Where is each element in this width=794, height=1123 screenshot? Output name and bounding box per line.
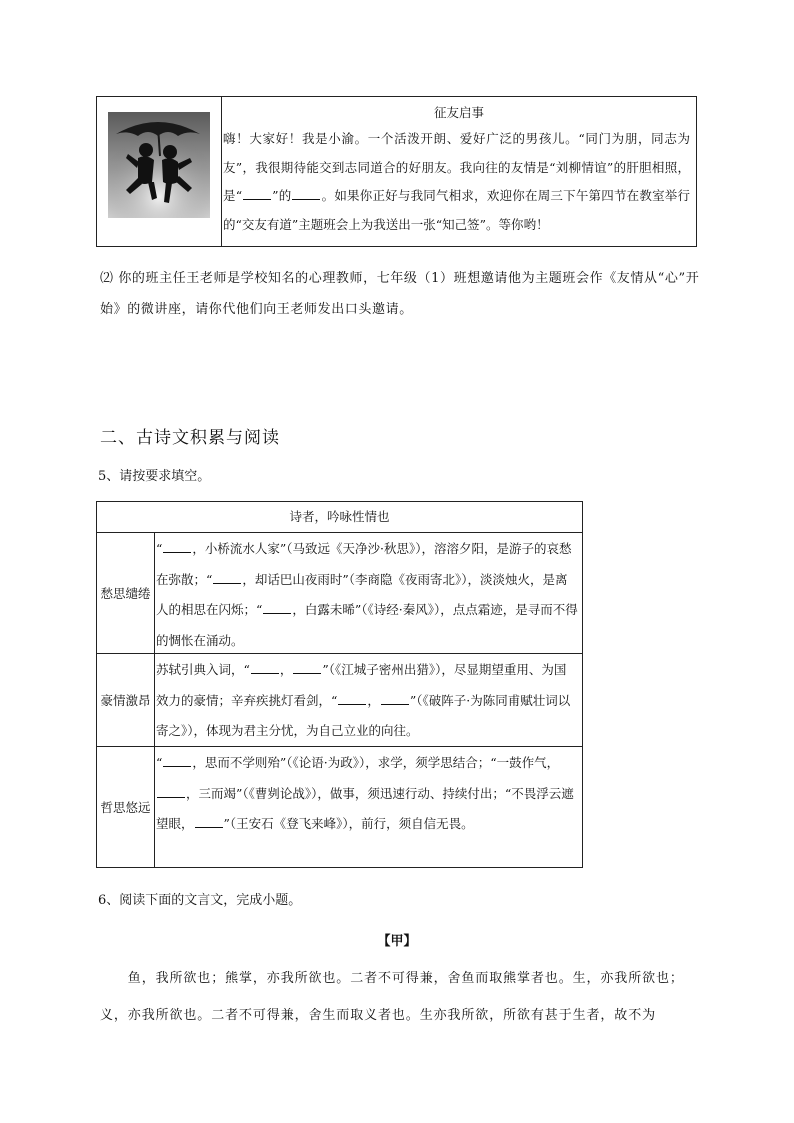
answer-blank[interactable] xyxy=(163,540,191,553)
answer-blank[interactable] xyxy=(263,601,291,614)
answer-blank[interactable] xyxy=(381,692,409,705)
question-6-label: 6、阅读下面的文言文，完成小题。 xyxy=(98,893,302,908)
classical-passage: 鱼，我所欲也；熊掌，亦我所欲也。二者不可得兼，舍鱼而取熊掌者也。生，亦我所欲也；义，亦我所欲也。二者不可得兼，舍生而取义者也。生亦我所欲，所欲有甚于生者，故不为 xyxy=(100,971,684,1023)
row-category: 哲思悠远 xyxy=(97,747,155,867)
notice-title: 征友启事 xyxy=(433,105,484,120)
photo-cell xyxy=(97,97,222,246)
poetry-table xyxy=(96,501,583,868)
poetry-row xyxy=(97,747,582,867)
answer-blank[interactable] xyxy=(243,187,271,200)
section-heading: 二、古诗文积累与阅读 xyxy=(100,428,280,448)
answer-blank[interactable] xyxy=(195,815,223,828)
poetry-table-header: 诗者，吟咏性情也 xyxy=(97,502,582,533)
answer-blank[interactable] xyxy=(293,661,321,674)
answer-blank[interactable] xyxy=(213,571,241,584)
answer-blank[interactable] xyxy=(251,661,279,674)
poetry-row xyxy=(97,654,582,747)
answer-blank[interactable] xyxy=(163,754,191,767)
answer-blank[interactable] xyxy=(292,187,320,200)
row-content: 苏轼引典入词，“ ， ”（《江城子密州出猎》），尽显期望重用、为国效力的豪情；辛弃疾挑灯看剑，“ ， ”（《破阵子·为陈同甫赋壮词以寄之》），体现为君主分忧，为自己立业的向往。 xyxy=(156,662,571,738)
row-content: “ ，思而不学则殆”（《论语·为政》），求学，须学思结合；“一鼓作气，，三而竭”（《曹刿论战》），做事，须迅速行动、持续付出；“不畏浮云遮望眼， ”（王安石《登飞来峰》），前行，须自信无畏。 xyxy=(156,755,574,831)
row-content: “ ，小桥流水人家”（马致远《天净沙·秋思》），溶溶夕阳，是游子的哀愁在弥散；“ ，却话巴山夜雨时”（李商隐《夜雨寄北》），淡淡烛火，是离人的相思在闪烁；“ ，白露未晞”（《诗经·秦风》），点点霜迹，是寻而不得的惆怅在涌动。 xyxy=(156,541,578,648)
answer-blank[interactable] xyxy=(157,785,185,798)
answer-blank[interactable] xyxy=(338,692,366,705)
question-5-label: 5、请按要求填空。 xyxy=(98,469,211,484)
passage-jia-title: 【甲】 xyxy=(377,934,417,949)
silhouette-photo xyxy=(108,112,210,218)
notice-text-cell xyxy=(222,97,696,246)
notice-body: 嗨！大家好！我是小渝。一个活泼开朗、爱好广泛的男孩儿。“同门为朋，同志为友”，我很期待能交到志同道合的好朋友。我向往的友情是“刘柳情谊”的肝胆相照，是“ ”的 。如果你正好与我同气相求，欢迎你在周三下午第四节在教室举行的“交友有道”主题班会上为我送出一张“知己签”。等你哟！ xyxy=(223,131,690,232)
poetry-row xyxy=(97,533,582,654)
row-category: 豪情激昂 xyxy=(97,654,155,746)
row-category: 愁思缱绻 xyxy=(97,533,155,653)
question-2: ⑵ 你的班主任王老师是学校知名的心理教师，七年级（1）班想邀请他为主题班会作《友情从“心”开始》的微讲座，请你代他们向王老师发出口头邀请。 xyxy=(100,271,700,317)
notice-table xyxy=(96,96,697,247)
